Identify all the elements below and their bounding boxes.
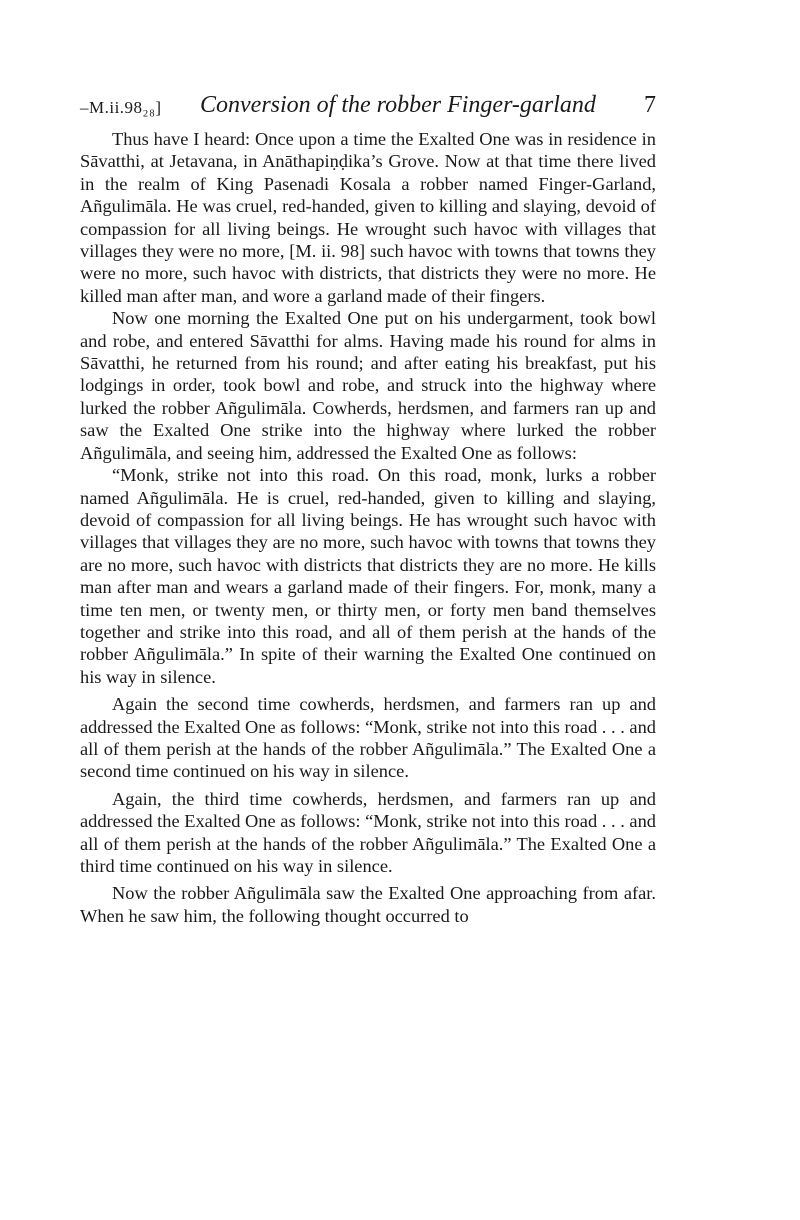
page-body xyxy=(80,128,656,927)
page-number: 7 xyxy=(644,92,656,118)
paragraph-2: Now one morning the Exalted One put on his undergarment, took bowl and robe, and entered Sāvatthi for alms. Having made his round for alms in Sāvatthi, he returned from his round; and after eating his breakfast, put his lodgings in order, took bowl and robe, and struck into the highway where lurked the robber Añgulimāla. Cowherds, herdsmen, and farmers ran up and saw the Exalted One strike into the highway where lurked the robber Añgulimāla, and seeing him, addressed the Exalted One as follows: xyxy=(80,308,656,463)
paragraph-3: “Monk, strike not into this road. On this road, monk, lurks a robber named Añgulimāla. He is cruel, red-handed, given to killing and slaying, devoid of compassion for all living beings. He has wrought such havoc with villages that villages they are no more, such havoc with towns that towns they are no more, such havoc with districts that districts they are no more. He kills man after man and wears a garland made of their fingers. For, monk, many a time ten men, or twenty men, or thirty men, or forty men band themselves together and strike into this road, and all of them perish at the hands of the robber Añgulimāla.” In spite of their warning the Exalted One continued on his way in silence. xyxy=(80,465,656,687)
running-title: Conversion of the robber Finger-garland xyxy=(200,92,596,118)
paragraph-4: Again the second time cowherds, herdsmen, and farmers ran up and addressed the Exalted One as follows: “Monk, strike not into this road . . . and all of them perish at the hands of the robber Añgulimāla.” The Exalted One a second time continued on his way in silence. xyxy=(80,694,656,782)
running-header xyxy=(80,92,656,126)
paragraph-5: Again, the third time cowherds, herdsmen, and farmers ran up and addressed the Exalted One as follows: “Monk, strike not into this road . . . and all of them perish at the hands of the robber Añgulimāla.” The Exalted One a third time continued on his way in silence. xyxy=(80,788,656,876)
paragraph-6: Now the robber Añgulimāla saw the Exalted One approaching from afar. When he saw him, the following thought occurred to xyxy=(80,883,656,926)
book-page xyxy=(80,92,656,927)
section-reference: –M.ii.98₂₈] xyxy=(80,98,162,117)
paragraph-1: Thus have I heard: Once upon a time the Exalted One was in residence in Sāvatthi, at Jetavana, in Anāthapiṇḍika’s Grove. Now at that time there lived in the realm of King Pasenadi Kosala a robber named Finger-Garland, Añgulimāla. He was cruel, red-handed, given to killing and slaying, devoid of compassion for all living beings. He wrought such havoc with villages that villages they were no more, [M. ii. 98] such havoc with towns that towns they were no more, such havoc with districts, that districts they were no more. He killed man after man, and wore a garland made of their fingers. xyxy=(80,129,656,306)
